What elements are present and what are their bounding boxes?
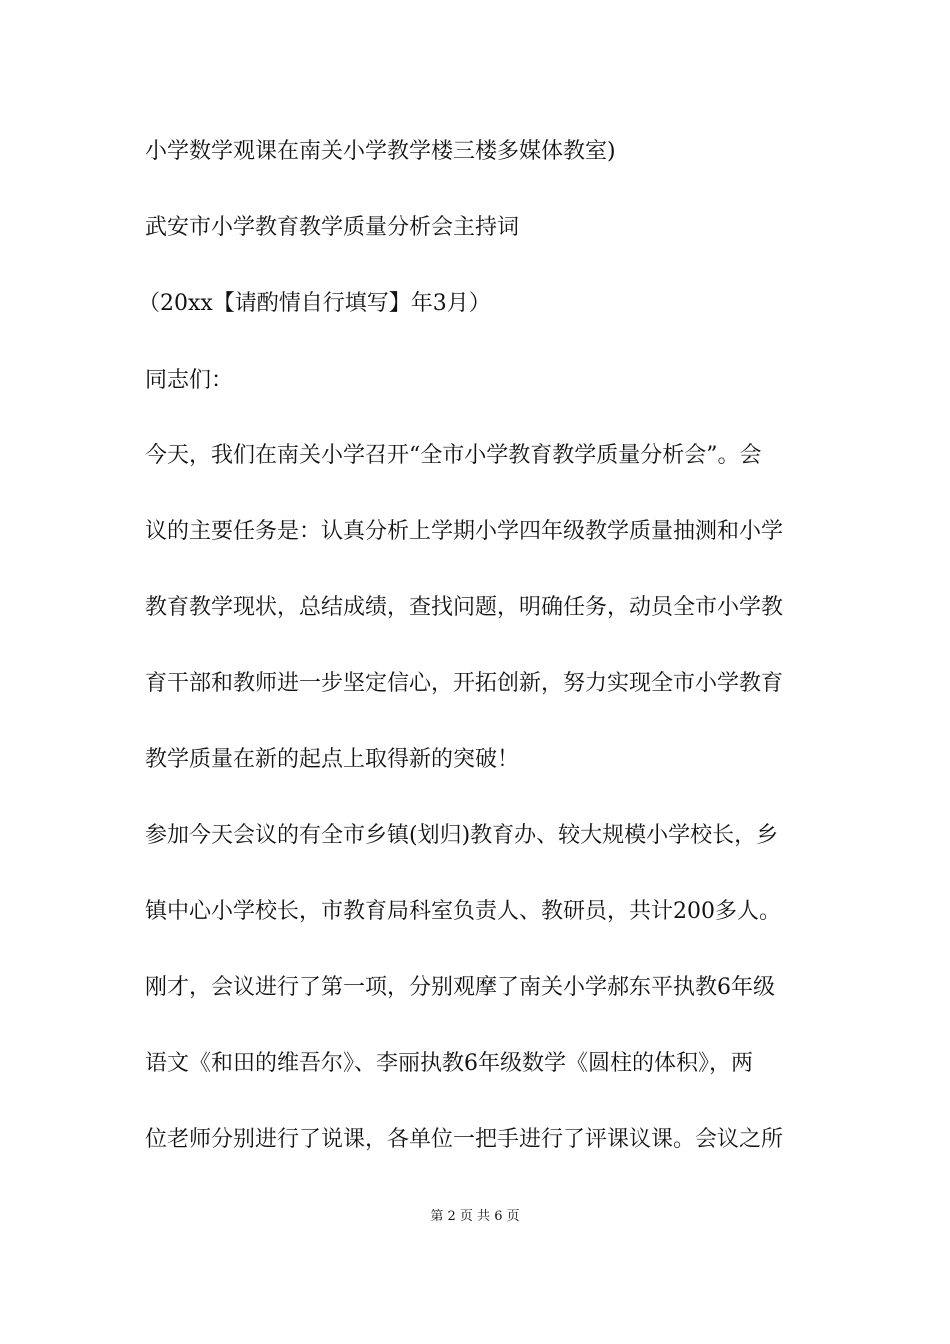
- text-line: 参加今天会议的有全市乡镇(划归)教育办、较大规模小学校长，乡: [145, 823, 779, 848]
- document-date: （20xx【请酌情自行填写】年3月）: [138, 291, 491, 316]
- text-line: 教育教学现状，总结成绩，查找问题，明确任务，动员全市小学教: [145, 595, 784, 620]
- salutation: 同志们：: [145, 368, 234, 393]
- text-line: 议的主要任务是：认真分析上学期小学四年级教学质量抽测和小学: [145, 519, 784, 544]
- text-line: 语文《和田的维吾尔》、李丽执教6年级数学《圆柱的体积》，两: [145, 1051, 753, 1076]
- text-line: 今天，我们在南关小学召开“全市小学教育教学质量分析会”。会: [145, 443, 762, 468]
- text-line: 刚才，会议进行了第一项，分别观摩了南关小学郝东平执教6年级: [145, 975, 775, 1000]
- page-footer: 第 2 页 共 6 页: [430, 1209, 520, 1224]
- text-line: 镇中心小学校长，市教育局科室负责人、教研员，共计200多人。: [145, 899, 781, 924]
- text-line: 育干部和教师进一步坚定信心，开拓创新，努力实现全市小学教育: [145, 671, 784, 696]
- text-line: 小学数学观课在南关小学教学楼三楼多媒体教室): [145, 139, 616, 164]
- text-line: 教学质量在新的起点上取得新的突破！: [145, 747, 520, 772]
- text-line: 位老师分别进行了说课，各单位一把手进行了评课议课。会议之所: [145, 1127, 784, 1152]
- document-title: 武安市小学教育教学质量分析会主持词: [145, 215, 520, 240]
